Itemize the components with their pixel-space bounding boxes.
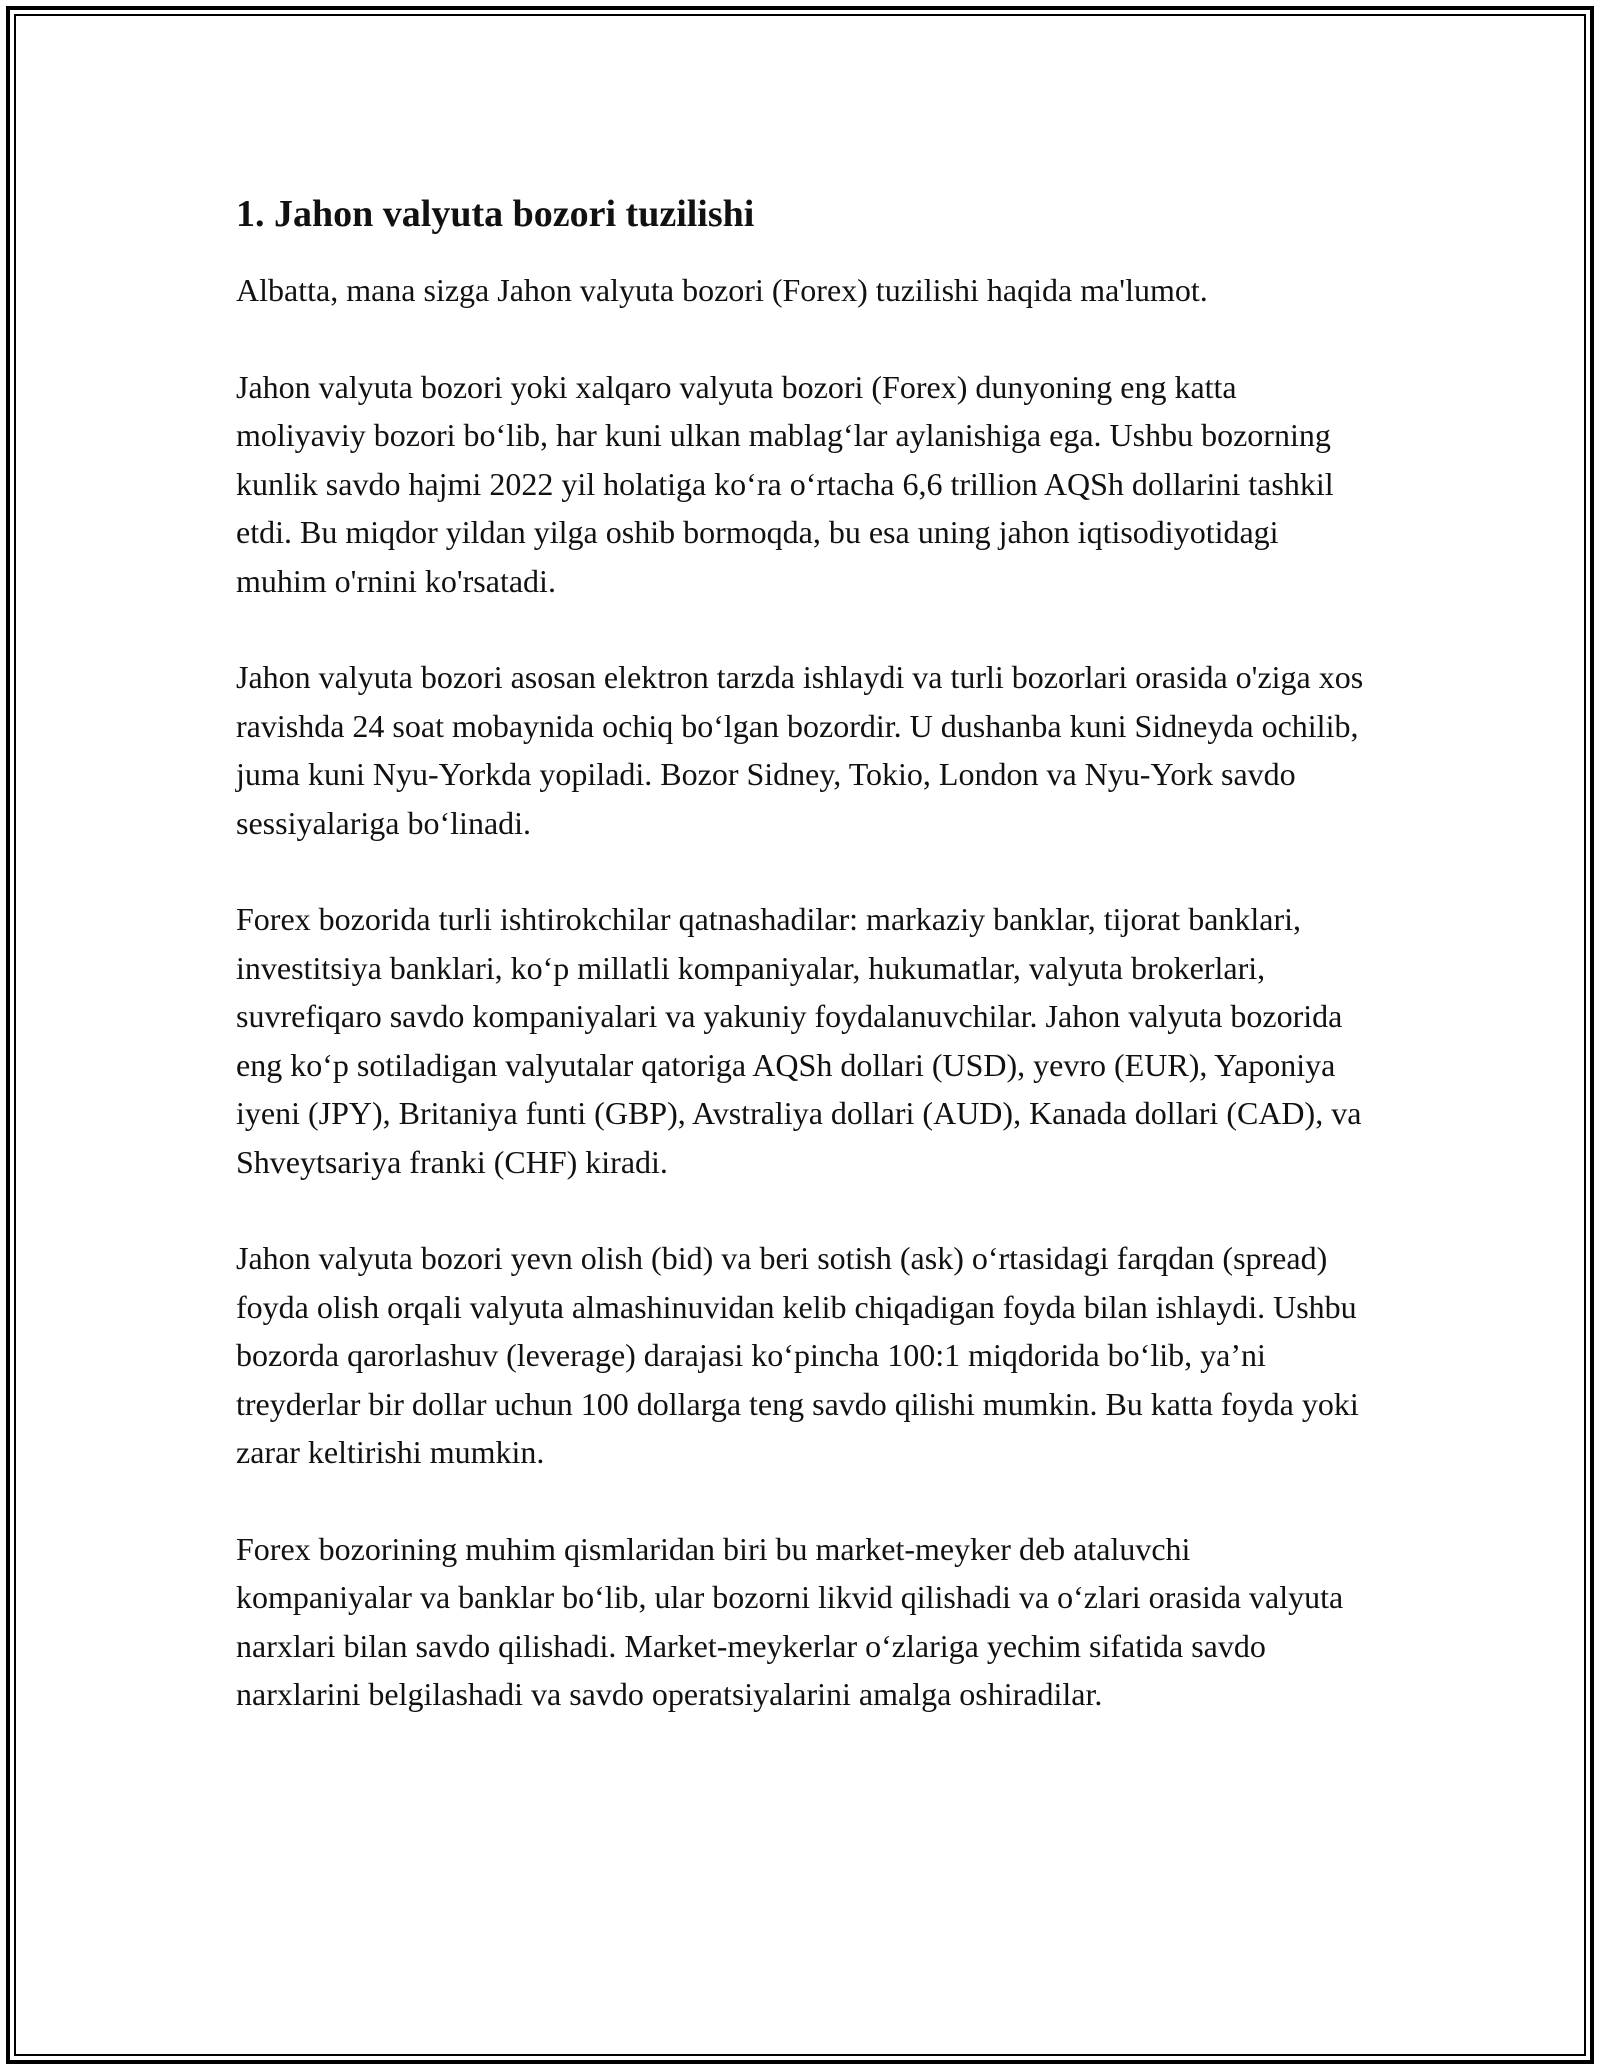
paragraph-trading-sessions: Jahon valyuta bozori asosan elektron tarzda ishlaydi va turli bozorlari orasida o'ziga xos ravishda 24 soat mobaynida ochiq boʻlgan bozordir. U dushanba kuni Sidneyda ochilib, juma kuni Nyu-Yorkda yopiladi. Bozor Sidney, Tokio, London va Nyu-York savdo sessiyalariga boʻlinadi.: [236, 659, 1364, 841]
paragraph-intro: Albatta, mana sizga Jahon valyuta bozori (Forex) tuzilishi haqida ma'lumot.: [236, 272, 1208, 308]
paragraph-market-makers: Forex bozorining muhim qismlaridan biri bu market-meyker deb ataluvchi kompaniyalar va banklar boʻlib, ular bozorni likvid qilishadi va oʻzlari orasida valyuta narxlari bilan savdo qilishadi. Market-meykerlar oʻzlariga yechim sifatida savdo narxlarini belgilashadi va savdo operatsiyalarini amalga oshiradilar.: [236, 1530, 1344, 1712]
paragraph-participants: Forex bozorida turli ishtirokchilar qatnashadilar: markaziy banklar, tijorat banklari, investitsiya banklari, koʻp millatli kompaniyalar, hukumatlar, valyuta brokerlari, suvrefiqaro savdo kompaniyalari va yakuniy foydalanuvchilar. Jahon valyuta bozorida eng koʻp sotiladigan valyutalar qatoriga AQSh dollari (USD), yevro (EUR), Yaponiya iyeni (JPY), Britaniya funti (GBP), Avstraliya dollari (AUD), Kanada dollari (CAD), va Shveytsariya franki (CHF) kiradi.: [236, 901, 1362, 1180]
paragraph-market-size: Jahon valyuta bozori yoki xalqaro valyuta bozori (Forex) dunyoning eng katta moliyaviy bozori boʻlib, har kuni ulkan mablagʻlar aylanishiga ega. Ushbu bozorning kunlik savdo hajmi 2022 yil holatiga koʻra oʻrtacha 6,6 trillion AQSh dollarini tashkil etdi. Bu miqdor yildan yilga oshib bormoqda, bu esa uning jahon iqtisodiyotidagi muhim o'rnini ko'rsatadi.: [236, 368, 1334, 599]
section-heading: 1. Jahon valyuta bozori tuzilishi: [236, 193, 755, 235]
paragraph-spread-leverage: Jahon valyuta bozori yevn olish (bid) va beri sotish (ask) oʻrtasidagi farqdan (spread) foyda olish orqali valyuta almashinuvidan kelib chiqadigan foyda bilan ishlaydi. Ushbu bozorda qarorlashuv (leverage) darajasi koʻpincha 100:1 miqdorida boʻlib, ya’ni treyderlar bir dollar uchun 100 dollarga teng savdo qilishi mumkin. Bu katta foyda yoki zarar keltirishi mumkin.: [236, 1240, 1359, 1470]
document-body: [236, 182, 1370, 1719]
